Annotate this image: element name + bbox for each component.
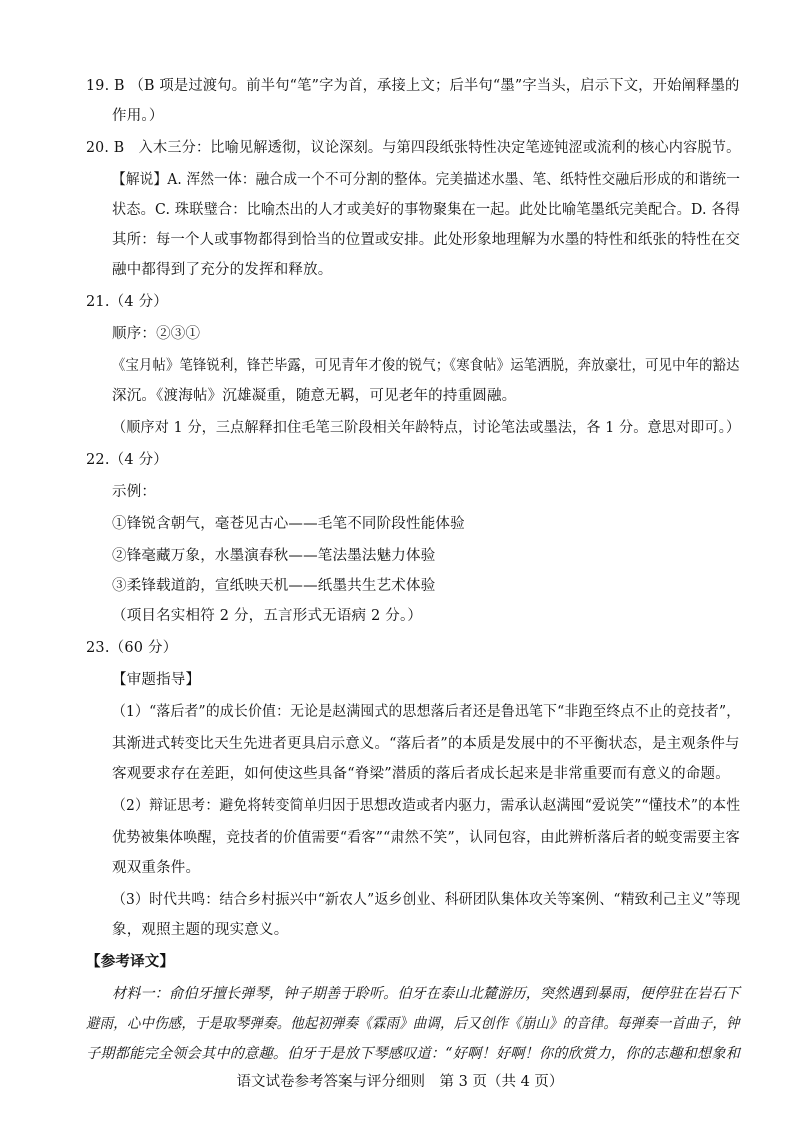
translation-line-1: 材料一：俞伯牙擅长弹琴，钟子期善于聆听。伯牙在泰山北麓游历，突然遇到暴雨，便停驻在岩石下 bbox=[112, 986, 740, 1002]
answer-21-heading: 21.（4 分） bbox=[86, 294, 168, 310]
answer-20-explain-1: 【解说】A. 浑然一体：融合成一个不可分割的整体。完美描述水墨、笔、纸特性交融后形成的和谐统一 bbox=[112, 172, 741, 188]
translation-line-2: 避雨，心中伤感，于是取琴弹奏。他起初弹奏《霖雨》曲调，后又创作《崩山》的音律。每弹奏一首曲子，钟 bbox=[86, 1016, 740, 1032]
reference-translation-heading: 【参考译文】 bbox=[86, 953, 175, 970]
guide-point-1-line-1: （1）“落后者”的成长价值：无论是赵满囤式的思想落后者还是鲁迅笔下“非跑至终点不止的竞技者”， bbox=[112, 704, 741, 720]
answer-19-line-2: 作用。） bbox=[112, 108, 164, 124]
guide-point-2-line-1: （2）辩证思考：避免将转变简单归因于思想改造或者内驱力，需承认赵满囤“爱说笑”“懂技术”的本性 bbox=[112, 798, 741, 814]
answer-19-line-1: 19. B （B 项是过渡句。前半句“笔”字为首，承接上文；后半句“墨”字当头，启示下文，开始阐释墨的 bbox=[86, 78, 740, 94]
answer-20-explain-4: 融中都得到了充分的发挥和释放。 bbox=[112, 262, 333, 278]
answer-23-heading: 23.（60 分） bbox=[86, 640, 178, 656]
guide-point-2-line-3: 观双重条件。 bbox=[112, 860, 201, 876]
answer-21-text-1: 《宝月帖》笔锋锐利，锋芒毕露，可见青年才俊的锐气；《寒食帖》运笔洒脱，奔放豪壮，可见中年的豁达 bbox=[112, 358, 740, 374]
answer-20-explain-3: 其所：每一个人或事物都得到恰当的位置或安排。此处形象地理解为水墨的特性和纸张的特性在交 bbox=[112, 232, 741, 248]
guide-point-3-line-1: （3）时代共鸣：结合乡村振兴中“新农人”返乡创业、科研团队集体攻关等案例、“精致利己主义”等现 bbox=[112, 892, 741, 908]
answer-22-example-label: 示例： bbox=[112, 484, 157, 500]
answer-22-example-1: ①锋锐含朝气，毫苍见古心——毛笔不同阶段性能体验 bbox=[112, 516, 465, 532]
page-footer: 语文试卷参考答案与评分细则 第 3 页（共 4 页） bbox=[236, 1074, 564, 1090]
answer-20-line-1: 20. B 入木三分：比喻见解透彻，议论深刻。与第四段纸张特性决定笔迹钝涩或流利的核心内容脱节。 bbox=[86, 140, 741, 156]
answer-21-text-2: 深沉。《渡海帖》沉雄凝重，随意无羁，可见老年的持重圆融。 bbox=[112, 388, 517, 404]
review-guide-heading: 【审题指导】 bbox=[112, 672, 201, 688]
answer-22-example-2: ②锋毫藏万象，水墨演春秋——笔法墨法魅力体验 bbox=[112, 548, 436, 564]
guide-point-1-line-3: 客观要求存在差距，如何使这些具备“脊梁”潜质的落后者成长起来是非常重要而有意义的命题。 bbox=[112, 766, 730, 782]
translation-line-3: 子期都能完全领会其中的意趣。伯牙于是放下琴感叹道：“好啊！好啊！你的欣赏力，你的志趣和想象和 bbox=[86, 1046, 741, 1062]
guide-point-3-line-2: 象，观照主题的现实意义。 bbox=[112, 922, 289, 938]
answer-22-scoring: （项目名实相符 2 分，五言形式无语病 2 分。） bbox=[112, 608, 423, 624]
answer-21-order: 顺序：②③① bbox=[112, 326, 201, 342]
answer-20-explain-2: 状态。C. 珠联璧合：比喻杰出的人才或美好的事物聚集在一起。此处比喻笔墨纸完美配合。D. 各得 bbox=[112, 202, 741, 218]
answer-22-heading: 22.（4 分） bbox=[86, 452, 168, 468]
guide-point-1-line-2: 其渐进式转变比天生先进者更具启示意义。“落后者”的本质是发展中的不平衡状态，是主观条件与 bbox=[112, 736, 740, 752]
guide-point-2-line-2: 优势被集体唤醒，竞技者的价值需要“看客”“肃然不笑”，认同包容，由此辨析落后者的蜕变需要主客 bbox=[112, 830, 740, 846]
answer-21-scoring: （顺序对 1 分，三点解释扣住毛笔三阶段相关年龄特点，讨论笔法或墨法，各 1 分。意思对即可。） bbox=[112, 420, 741, 436]
answer-22-example-3: ③柔锋载道韵，宣纸映天机——纸墨共生艺术体验 bbox=[112, 578, 436, 594]
